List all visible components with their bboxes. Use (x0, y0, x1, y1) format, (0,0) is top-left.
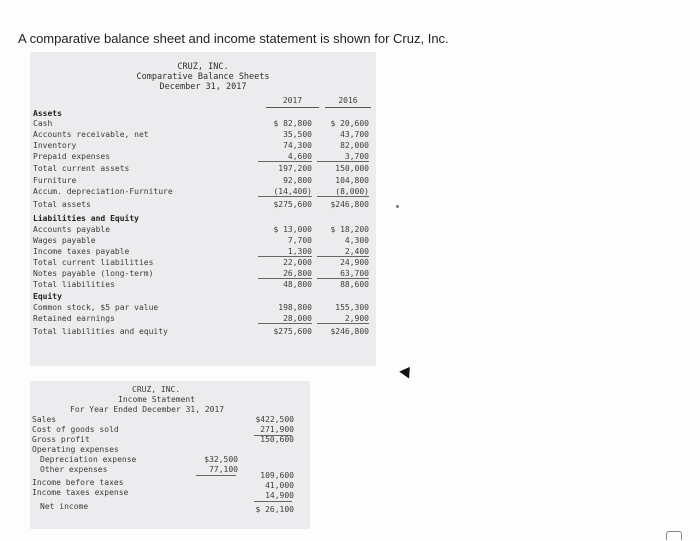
bs-row-2016: $246,800 (330, 200, 369, 209)
bs-row-label: Equity (33, 292, 62, 301)
bs-company: CRUZ, INC. (177, 62, 229, 72)
bs-row-2016: 43,700 (340, 130, 369, 139)
is-tax-label: Income taxes expense (32, 488, 129, 497)
bs-row (30, 327, 376, 338)
is-depreciation: $32,500 (204, 455, 238, 464)
question-prompt: A comparative balance sheet and income statement is shown for Cruz, Inc. (18, 31, 449, 46)
bs-row (30, 247, 376, 258)
expand-icon[interactable] (666, 531, 682, 540)
is-period: For Year Ended December 31, 2017 (70, 405, 225, 414)
bs-row-label: Cash (33, 119, 53, 128)
balance-sheet-panel (30, 52, 376, 366)
bs-row-2017: 4,600 (252, 152, 312, 161)
bs-row-2017: 22,000 (283, 258, 312, 267)
is-depreciation-label: Depreciation expense (40, 455, 137, 464)
bs-row-2016: 2,400 (311, 247, 369, 256)
bs-row (30, 130, 376, 141)
bs-row-2017: $275,600 (273, 327, 312, 336)
bs-col-2016: 2016 (338, 96, 358, 105)
bs-row-label: Wages payable (33, 236, 96, 245)
bs-title: Comparative Balance Sheets (136, 72, 270, 82)
bs-row-label: Common stock, $5 par value (33, 303, 159, 312)
bs-row (30, 214, 376, 225)
is-other-label: Other expenses (40, 465, 108, 474)
is-opex-label: Operating expenses (32, 445, 119, 454)
bs-row-label: Total current liabilities (33, 258, 154, 267)
bs-row (30, 258, 376, 269)
bs-row-2017: $ 13,000 (273, 225, 312, 234)
bs-row (30, 152, 376, 163)
bs-row (30, 119, 376, 130)
bs-row-2016: $246,800 (330, 327, 369, 336)
bs-row-label: Total liabilities and equity (33, 327, 168, 336)
bs-row (30, 176, 376, 187)
stray-dot (396, 205, 399, 208)
is-cogs: 271,900 (260, 425, 294, 434)
is-gross-profit: 150,600 (260, 435, 294, 444)
bs-row-label: Total assets (33, 200, 91, 209)
bs-row-2017: $275,600 (273, 200, 312, 209)
bs-row-2016: 24,900 (340, 258, 369, 267)
bs-row (30, 269, 376, 280)
bs-row-2017: 26,800 (252, 269, 312, 278)
bs-row-2017: (14,400) (252, 187, 312, 196)
bs-row-2016: (8,000) (311, 187, 369, 196)
bs-row-2016: 3,700 (311, 152, 369, 161)
bs-row-2017: 28,000 (252, 314, 312, 323)
bs-row-2016: 2,900 (311, 314, 369, 323)
is-cogs-label: Cost of goods sold (32, 425, 119, 434)
bs-row (30, 164, 376, 175)
bs-row-2017: 198,800 (278, 303, 312, 312)
bs-row-2016: 155,300 (335, 303, 369, 312)
bs-row (30, 236, 376, 247)
bs-row-2017: 35,500 (283, 130, 312, 139)
is-net-label: Net income (40, 502, 89, 511)
bs-row (30, 225, 376, 236)
is-gross-profit-label: Gross profit (32, 435, 90, 444)
bs-row-label: Retained earnings (33, 314, 115, 323)
bs-row-label: Accum. depreciation-Furniture (33, 187, 173, 196)
bs-row-2017: 197,200 (278, 164, 312, 173)
bs-row-label: Assets (33, 109, 62, 118)
is-sales: $422,500 (255, 415, 294, 424)
bs-row (30, 280, 376, 291)
bs-row-2017: 7,700 (287, 236, 312, 245)
bs-row-2016: 82,000 (340, 141, 369, 150)
bs-row-label: Liabilities and Equity (33, 214, 139, 223)
bs-row-label: Accounts receivable, net (33, 130, 149, 139)
cursor-arrow-icon (399, 363, 415, 378)
bs-row-2017: 92,800 (283, 176, 312, 185)
bs-row-label: Prepaid expenses (33, 152, 111, 161)
is-title: Income Statement (118, 395, 196, 404)
bs-row-2017: $ 82,800 (273, 119, 312, 128)
bs-col-2017: 2017 (282, 96, 303, 105)
is-tax: 14,900 (265, 491, 294, 500)
bs-row-2017: 48,800 (283, 280, 312, 289)
bs-row-label: Total liabilities (33, 280, 115, 289)
is-ibt-label: Income before taxes (32, 478, 124, 487)
bs-row-label: Income taxes payable (33, 247, 130, 256)
bs-row-2016: 63,700 (311, 269, 369, 278)
income-statement-panel (30, 381, 310, 529)
bs-row-2016: 104,800 (335, 176, 369, 185)
is-company: CRUZ, INC. (132, 385, 181, 394)
is-opex-total: 109,600 (260, 471, 294, 480)
bs-row-2016: 88,600 (340, 280, 369, 289)
bs-row-label: Notes payable (long-term) (33, 269, 154, 278)
bs-row-2017: 74,300 (283, 141, 312, 150)
is-other: 77,100 (209, 465, 238, 474)
bs-row-2016: 150,000 (335, 164, 369, 173)
bs-row-label: Total current assets (33, 164, 130, 173)
is-net: $ 26,100 (255, 505, 294, 514)
bs-date: December 31, 2017 (159, 82, 247, 92)
bs-row (30, 314, 376, 325)
is-ibt: 41,000 (265, 481, 294, 490)
bs-row-label: Accounts payable (33, 225, 111, 234)
bs-row (30, 303, 376, 314)
bs-row (30, 187, 376, 198)
bs-row (30, 141, 376, 152)
bs-row-2016: $ 18,200 (330, 225, 369, 234)
bs-row-2017: 1,300 (252, 247, 312, 256)
bs-row-label: Furniture (33, 176, 77, 185)
bs-row-2016: $ 20,600 (330, 119, 369, 128)
bs-row-label: Inventory (33, 141, 77, 150)
bs-row-2016: 4,300 (344, 236, 369, 245)
is-sales-label: Sales (32, 415, 57, 424)
bs-row (30, 200, 376, 211)
bs-row (30, 292, 376, 303)
